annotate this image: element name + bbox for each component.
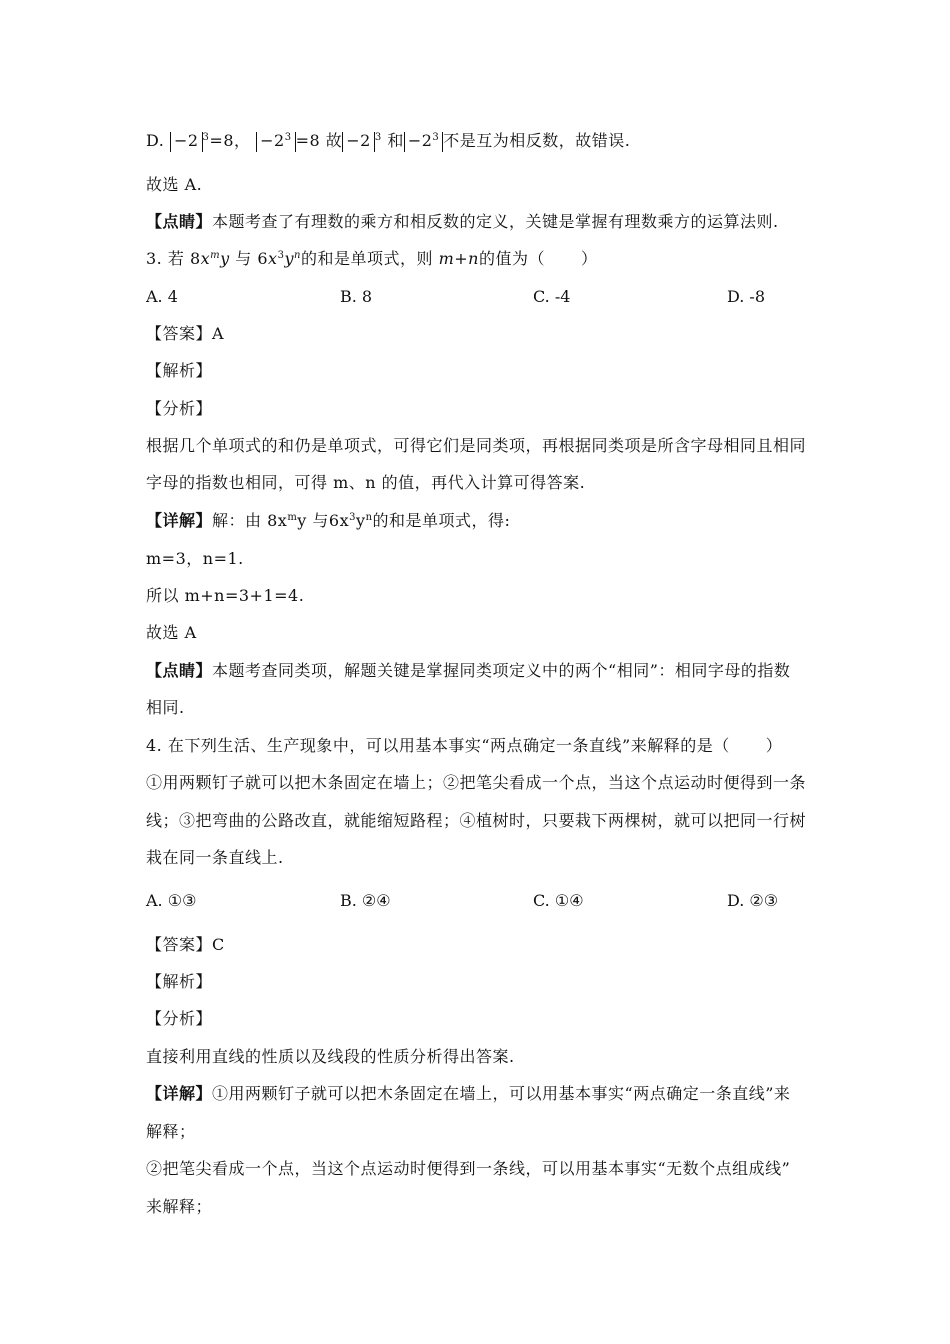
abs-base: −2	[407, 131, 433, 150]
section-tag: 【点睛】	[146, 661, 213, 680]
dianjing-paragraph-2-cont: 相同.	[146, 698, 185, 717]
option-d-explanation	[146, 130, 630, 152]
q3-analysis-line-2: 字母的指数也相同，可得 m、n 的值，再代入计算可得答案.	[146, 473, 586, 492]
jiexi-heading-2: 【解析】	[146, 972, 213, 991]
abs-expression-4	[404, 132, 443, 152]
abs-base: −2	[346, 131, 371, 150]
q4-option-a: A. ①③	[146, 891, 197, 910]
section-tag: 【点睛】	[146, 212, 213, 231]
variable-expression: m+n	[438, 249, 479, 268]
variable: x	[200, 249, 211, 268]
detail-text: ①用两颗钉子就可以把木条固定在墙上，可以用基本事实“两点确定一条直线”来	[212, 1084, 791, 1103]
paragraph-text: 本题考查同类项，解题关键是掌握同类项定义中的两个“相同”：相同字母的指数	[212, 661, 791, 680]
q4-body-line-3: 栽在同一条直线上.	[146, 848, 284, 867]
question-3	[146, 248, 597, 270]
question-4	[146, 735, 782, 757]
exponent: 3	[432, 132, 440, 143]
exponent: 3	[202, 132, 210, 143]
q3-step-2: 所以 m+n=3+1=4.	[146, 586, 305, 605]
abs-expression-3	[342, 132, 375, 152]
question-text: 4. 在下列生活、生产现象中，可以用基本事实“两点确定一条直线”来解释的是（	[146, 736, 730, 755]
q4-detail-line-2: 解释；	[146, 1122, 196, 1141]
option-label: D.	[146, 131, 165, 150]
abs-expression-2	[256, 132, 295, 152]
connector-text: 和	[387, 131, 404, 150]
detail-text: 解：由 8x	[212, 511, 288, 530]
exponent: 3	[374, 132, 382, 143]
exponent: m	[210, 250, 221, 261]
q4-analysis: 直接利用直线的性质以及线段的性质分析得出答案.	[146, 1047, 515, 1066]
question-text: 的和是单项式，则	[300, 249, 433, 268]
q4-detail-line-1	[146, 1083, 790, 1105]
equation-part: =8，	[209, 131, 251, 150]
abs-base: −2	[173, 131, 199, 150]
section-tag: 【详解】	[146, 1084, 213, 1103]
q4-detail-line-4: 来解释；	[146, 1197, 213, 1216]
q3-option-b: B. 8	[340, 287, 373, 306]
q3-answer: 【答案】A	[146, 324, 225, 343]
question-text: 与 6	[229, 249, 269, 268]
q4-answer: 【答案】C	[146, 935, 225, 954]
detail-text: 的和是单项式，得:	[372, 511, 511, 530]
q4-option-c: C. ①④	[533, 891, 584, 910]
abs-base: −2	[260, 131, 285, 150]
dianjing-paragraph-1	[146, 211, 779, 233]
q3-step-1: m=3，n=1.	[146, 549, 244, 568]
fenxi-heading-2: 【分析】	[146, 1009, 213, 1028]
q3-step-3: 故选 A	[146, 623, 197, 642]
exponent: n	[294, 250, 301, 261]
q4-option-b: B. ②④	[340, 891, 391, 910]
q4-option-d: D. ②③	[727, 891, 779, 910]
exponent: 3	[284, 132, 292, 143]
fenxi-heading: 【分析】	[146, 399, 213, 418]
q4-body-line-2: 线；③把弯曲的公路改直，就能缩短路程；④植树时，只要栽下两棵树，就可以把同一行树	[146, 811, 807, 830]
variable: y	[284, 249, 294, 268]
question-text: 3. 若 8	[146, 249, 201, 268]
exponent: 3	[349, 512, 357, 523]
exponent: m	[287, 512, 298, 523]
q4-body-line-1: ①用两颗钉子就可以把木条固定在墙上；②把笔尖看成一个点，当这个点运动时便得到一条	[146, 773, 807, 792]
section-tag: 【详解】	[146, 511, 213, 530]
question-text: ）	[765, 736, 783, 755]
variable: y	[220, 249, 230, 268]
paragraph-text: 本题考查了有理数的乘方和相反数的定义，关键是掌握有理数乘方的运算法则.	[212, 212, 779, 231]
q4-detail-line-3: ②把笔尖看成一个点，当这个点运动时便得到一条线，可以用基本事实“无数个点组成线”	[146, 1159, 791, 1178]
exponent: n	[365, 512, 373, 523]
q3-option-c: C. -4	[533, 287, 571, 306]
equation-part: =8 故	[295, 131, 343, 150]
abs-expression-1	[170, 132, 203, 152]
variable: y	[356, 511, 366, 530]
detail-text: y 与6x	[297, 511, 350, 530]
variable: x	[268, 249, 278, 268]
q3-option-a: A. 4	[146, 287, 178, 306]
conclusion-text: 不是互为相反数，故错误.	[443, 131, 631, 150]
q3-option-d: D. -8	[727, 287, 766, 306]
question-text: ）	[580, 249, 598, 268]
choose-a-text: 故选 A.	[146, 175, 203, 194]
jiexi-heading: 【解析】	[146, 361, 213, 380]
question-text: 的值为（	[478, 249, 545, 268]
exponent: 3	[277, 250, 285, 261]
dianjing-paragraph-2	[146, 660, 790, 682]
q3-detail	[146, 510, 510, 532]
q3-analysis-line-1: 根据几个单项式的和仍是单项式，可得它们是同类项，再根据同类项是所含字母相同且相同	[146, 436, 807, 455]
